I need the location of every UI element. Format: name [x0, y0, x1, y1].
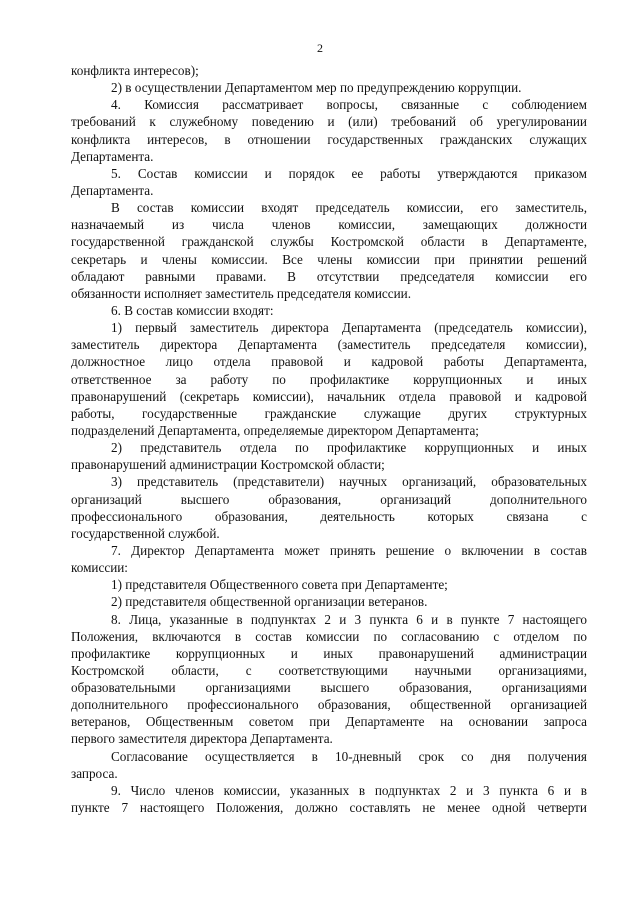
text-line: обладают равными правами. В отсутствии председателя комиссии его — [71, 268, 587, 284]
text-line: государственной гражданской службы Костромской области в Департаменте, — [71, 234, 587, 250]
text-line: назначаемый из числа членов комиссии, замещающих должности — [71, 217, 587, 233]
text-line: 2) представителя общественной организации ветеранов. — [111, 594, 428, 610]
document-body — [71, 62, 587, 816]
text-line: 9. Число членов комиссии, указанных в подпунктах 2 и 3 пункта 6 и в — [111, 782, 587, 798]
text-line: Положения, включаются в состав комиссии по согласованию с отделом по — [71, 628, 587, 644]
text-line: 3) представитель (представители) научных организаций, образовательных — [111, 474, 587, 490]
text-line: профилактике коррупционных и иных правонарушений администрации — [71, 645, 587, 661]
text-line: первого заместителя директора Департамента. — [71, 731, 333, 747]
text-line: Департамента. — [71, 182, 154, 198]
text-line: Костромской области, с соответствующими научными организациями, — [71, 662, 587, 678]
text-line: образовательными организациями высшего образования, организациями — [71, 680, 587, 696]
text-line: подразделений Департамента, определяемые директором Департамента; — [71, 422, 479, 438]
page-number: 2 — [317, 41, 323, 55]
text-line: 2) представитель отдела по профилактике коррупционных и иных — [111, 440, 587, 456]
text-line: В состав комиссии входят председатель комиссии, его заместитель, — [111, 200, 587, 216]
text-line: обязанности исполняет заместитель председателя комиссии. — [71, 285, 412, 301]
text-line: 1) первый заместитель директора Департамента (председатель комиссии), — [111, 320, 587, 336]
text-line: профессионального образования, деятельность которых связана с — [71, 508, 587, 524]
text-line: организаций высшего образования, организаций дополнительного — [71, 491, 587, 507]
text-line: конфликта интересов, в отношении государственных гражданских служащих — [71, 131, 587, 147]
text-line: ветеранов, Общественным советом при Департаменте на основании запроса — [71, 714, 587, 730]
text-line: 8. Лица, указанные в подпунктах 2 и 3 пункта 6 и в пункте 7 настоящего — [111, 611, 587, 627]
text-line: Согласование осуществляется в 10-дневный срок со дня получения — [111, 748, 587, 764]
text-line: 7. Директор Департамента может принять решение о включении в состав — [111, 542, 587, 558]
text-line: секретарь и члены комиссии. Все члены комиссии при принятии решений — [71, 251, 587, 267]
text-line: 2) в осуществлении Департаментом мер по предупреждению коррупции. — [111, 80, 522, 96]
text-line: пункте 7 настоящего Положения, должно составлять не менее одной четверти — [71, 800, 587, 816]
text-line: конфликта интересов); — [71, 63, 199, 78]
text-line: должностное лицо отдела правовой и кадровой работы Департамента, — [71, 354, 587, 370]
text-line: 6. В состав комиссии входят: — [111, 302, 274, 318]
text-line: 1) представителя Общественного совета при Департаменте; — [111, 577, 448, 593]
text-line: дополнительного профессионального образования, общественной организацией — [71, 697, 587, 713]
text-line: правонарушений администрации Костромской области; — [71, 457, 385, 473]
text-line: комиссии: — [71, 560, 128, 576]
text-line: 5. Состав комиссии и порядок ее работы утверждаются приказом — [111, 165, 587, 181]
text-line: государственной службой. — [71, 525, 220, 541]
text-line: запроса. — [71, 765, 118, 781]
text-line: работы, государственные гражданские служащие других структурных — [71, 405, 587, 421]
text-line: заместитель директора Департамента (заместитель председателя комиссии), — [71, 337, 587, 353]
text-line: ответственное за работу по профилактике коррупционных и иных — [71, 371, 587, 387]
text-line: требований к служебному поведению и (или) требований об урегулировании — [71, 114, 587, 130]
text-line: правонарушений (секретарь комиссии), начальник отдела правовой и кадровой — [71, 388, 587, 404]
text-line: 4. Комиссия рассматривает вопросы, связанные с соблюдением — [111, 97, 587, 113]
text-line: Департамента. — [71, 148, 154, 164]
